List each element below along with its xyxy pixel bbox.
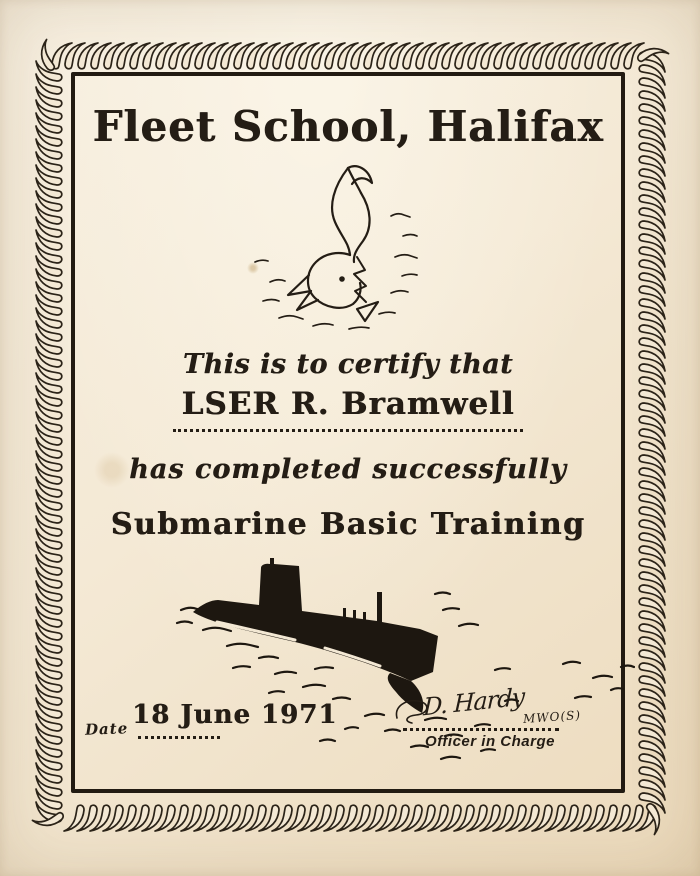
certificate-frame	[71, 72, 625, 793]
handwritten-signature: D. Hardy	[422, 682, 525, 722]
dolphin-emblem	[245, 162, 460, 334]
recipient-name: LSER R. Bramwell	[173, 386, 522, 432]
date-value: 18 June 1971	[132, 700, 338, 730]
date-dotted-line	[138, 736, 220, 739]
certify-line: This is to certify that	[182, 349, 514, 380]
course-title: Submarine Basic Training	[110, 507, 586, 542]
signature-rank: MWO(S)	[522, 707, 582, 727]
signer-title: Officer in Charge	[425, 733, 555, 750]
completed-line: has completed successfully	[129, 454, 567, 485]
date-label: Date	[84, 719, 129, 739]
recipient-name-line	[75, 386, 621, 432]
signature-dotted-line	[403, 728, 559, 731]
page-title: Fleet School, Halifax	[92, 102, 604, 151]
